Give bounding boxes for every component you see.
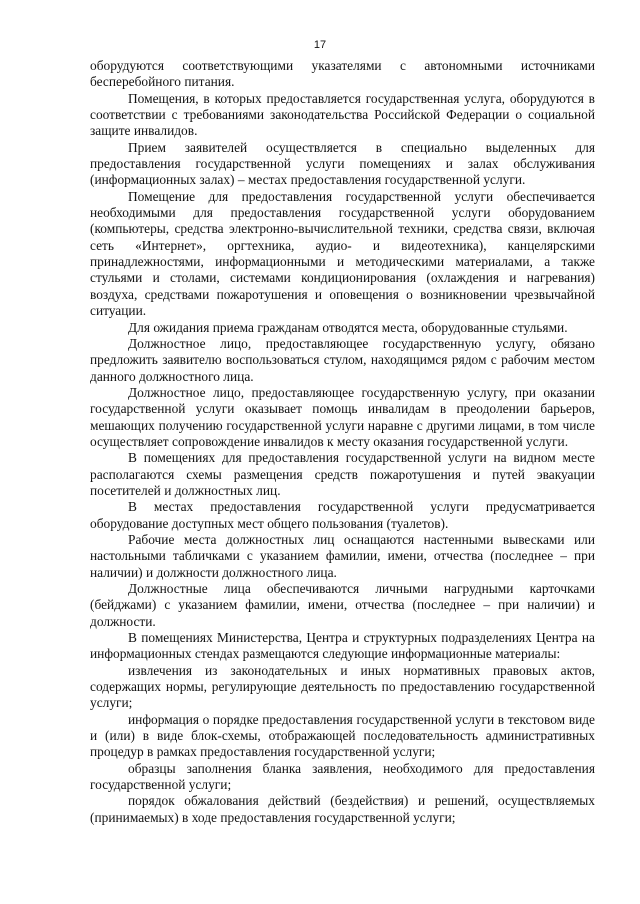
page-number: 17 xyxy=(313,39,327,51)
list-item-paragraph: порядок обжалования действий (бездействия) и решений, осуществляемых (принимаемых) в ходе предоставления государственной услуги; xyxy=(90,793,595,825)
document-body xyxy=(90,58,595,826)
list-item-paragraph: информация о порядке предоставления государственной услуги в текстовом виде и (или) в виде блок-схемы, отображающей последовательность административных процедур в рамках предоставления государственной услуги; xyxy=(90,711,595,760)
paragraph: Прием заявителей осуществляется в специально выделенных для предоставления государственной услуги помещениях и залах обслуживания (информационных залах) – местах предоставления государственной услуги. xyxy=(90,139,595,188)
paragraph: Должностные лица обеспечиваются личными нагрудными карточками (бейджами) с указанием фамилии, имени, отчества (последнее – при наличии) и должности. xyxy=(90,581,595,629)
paragraph: В помещениях Министерства, Центра и структурных подразделениях Центра на информационных стендах размещаются следующие информационные материалы: xyxy=(90,630,595,662)
paragraph: Должностное лицо, предоставляющее государственную услугу, обязано предложить заявителю воспользоваться стулом, находящимся рядом с рабочим местом данного должностного лица. xyxy=(90,335,595,384)
paragraph: В местах предоставления государственной услуги предусматривается оборудование доступных мест общего пользования (туалетов). xyxy=(90,499,595,531)
paragraph: Помещение для предоставления государственной услуги обеспечивается необходимыми для предоставления государственной услуги оборудованием (компьютеры, средства электронно-вычислительной техники, средства связи, включая сеть «Интернет», оргтехника, аудио- и видеотехника), канцелярскими принадлежностями, информационными и методическими материалами, а также стульями и столами, системами кондиционирования (охлаждения и нагревания) воздуха, средствами пожаротушения и оповещения о возникновении чрезвычайной ситуации. xyxy=(90,188,595,319)
paragraph: оборудуются соответствующими указателями с автономными источниками бесперебойного питания. xyxy=(90,58,595,90)
paragraph: Рабочие места должностных лиц оснащаются настенными вывесками или настольными табличками с указанием фамилии, имени, отчества (последнее – при наличии) и должности должностного лица. xyxy=(90,531,595,580)
paragraph: В помещениях для предоставления государственной услуги на видном месте располагаются схемы размещения средств пожаротушения и путей эвакуации посетителей и должностных лиц. xyxy=(90,450,595,498)
list-item-paragraph: образцы заполнения бланка заявления, необходимого для предоставления государственной услуги; xyxy=(90,760,595,793)
paragraph: Для ожидания приема гражданам отводятся места, оборудованные стульями. xyxy=(128,319,568,335)
list-item-paragraph: извлечения из законодательных и иных нормативных правовых актов, содержащих нормы, регулирующие деятельность по предоставлению государственной услуги; xyxy=(90,662,595,711)
paragraph: Помещения, в которых предоставляется государственная услуга, оборудуются в соответствии с требованиями законодательства Российской Федерации о социальной защите инвалидов. xyxy=(90,90,595,139)
paragraph: Должностное лицо, предоставляющее государственную услугу, при оказании государственной услуги оказывает помощь инвалидам в преодолении барьеров, мешающих получению государственной услуги наравне с другими лицами, в том числе осуществляет сопровождение инвалидов к месту оказания государственной услуги. xyxy=(90,384,595,449)
